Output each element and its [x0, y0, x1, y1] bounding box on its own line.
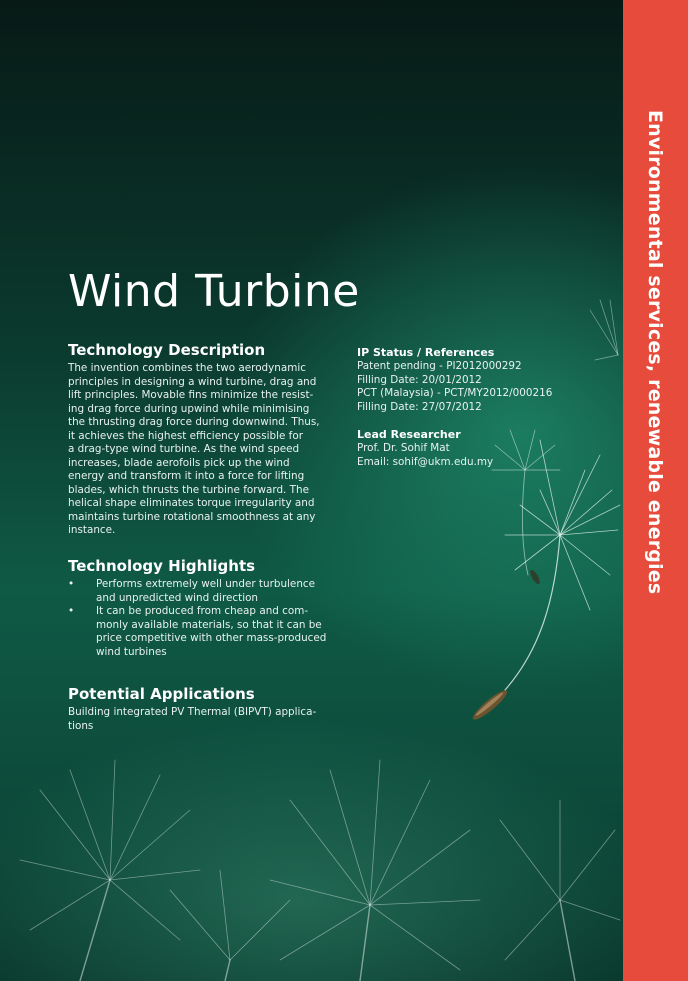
potential-applications-section — [68, 685, 336, 733]
description-line: it achieves the highest efficiency possible for — [68, 429, 303, 442]
highlight-line: It can be produced from cheap and com- — [96, 605, 309, 617]
ip-status-line: Filling Date: 27/07/2012 — [357, 400, 482, 413]
technology-description-heading: Technology Description — [68, 341, 266, 359]
ip-status-line: Filling Date: 20/01/2012 — [357, 373, 482, 386]
description-line: energy and transform it into a force for lifting — [68, 470, 305, 482]
description-line: lift principles. Movable fins minimize the resist- — [68, 389, 314, 401]
description-line: ing drag force during upwind while minimising — [68, 402, 310, 415]
ip-status-section — [357, 346, 607, 469]
highlight-item — [68, 605, 336, 659]
description-line: a drag-type wind turbine. As the wind speed — [68, 443, 300, 455]
technology-highlights-heading: Technology Highlights — [68, 557, 256, 575]
lead-researcher-heading: Lead Researcher — [357, 428, 461, 441]
description-line: increases, blade aerofoils pick up the wind — [68, 456, 290, 469]
description-line: blades, which thrusts the turbine forward. The — [68, 483, 309, 496]
highlight-line: and unpredicted wind direction — [96, 591, 259, 604]
technology-highlights-section — [68, 557, 336, 659]
description-line: helical shape eliminates torque irregularity and — [68, 497, 315, 509]
highlights-list — [68, 578, 336, 659]
highlight-line: Performs extremely well under turbulence — [96, 578, 316, 590]
ip-status-line: Patent pending - PI2012000292 — [357, 360, 522, 372]
description-line: The invention combines the two aerodynamic — [68, 362, 306, 374]
dandelion-seed-stem — [505, 535, 560, 690]
technology-description-section — [68, 341, 336, 538]
dandelion-field — [20, 760, 620, 970]
highlight-line: price competitive with other mass-produced — [96, 632, 327, 644]
application-line: Building integrated PV Thermal (BIPVT) applica- — [68, 706, 317, 718]
ip-status-line: PCT (Malaysia) - PCT/MY2012/000216 — [357, 387, 553, 399]
researcher-email: Email: sohif@ukm.edu.my — [357, 455, 494, 468]
seed-body — [470, 687, 510, 723]
description-line: the thrusting drag force during downwind. Thus, — [68, 416, 320, 428]
bullet-icon: • — [68, 605, 75, 617]
description-line: maintains turbine rotational smoothness at any — [68, 510, 316, 523]
highlight-line: wind turbines — [96, 645, 167, 658]
ip-status-heading: IP Status / References — [357, 346, 495, 359]
application-line: tions — [68, 719, 94, 732]
potential-applications-text — [68, 706, 336, 733]
bullet-icon: • — [68, 578, 75, 590]
potential-applications-heading: Potential Applications — [68, 685, 255, 703]
description-line: instance. — [68, 524, 116, 536]
technology-description-text — [68, 362, 336, 538]
page-title: Wind Turbine — [68, 266, 360, 317]
category-label: Environmental services, renewable energies — [644, 110, 666, 595]
highlight-item — [68, 578, 336, 605]
highlight-line: monly available materials, so that it can be — [96, 618, 322, 631]
description-line: principles in designing a wind turbine, drag and — [68, 375, 317, 388]
researcher-name: Prof. Dr. Sohif Mat — [357, 442, 450, 454]
seed-body-small — [528, 569, 541, 586]
